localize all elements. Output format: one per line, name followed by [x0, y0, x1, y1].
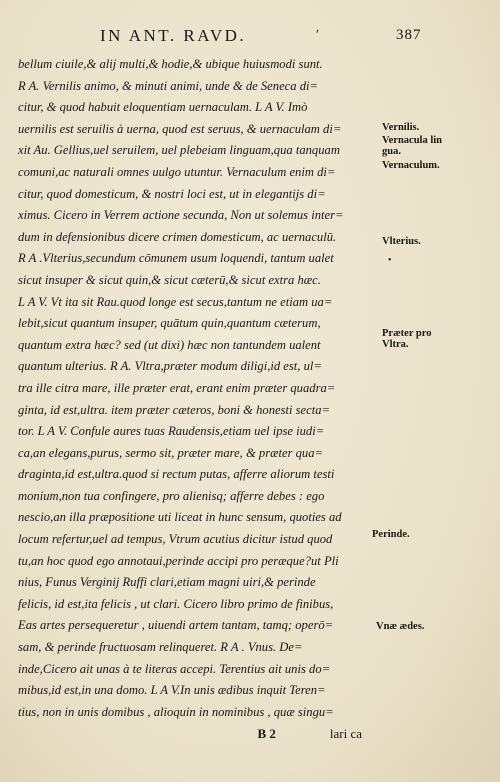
text-line: citur, & quod habuit eloquentiam uernaculam. L A V. Imò [18, 100, 308, 115]
text-line: inde,Cicero ait unas à te literas accepi. Terentius ait unis do= [18, 661, 331, 676]
text-line: sicut insuper & sicut quin,& sicut cæterū,& sicut extra hæc. [18, 272, 321, 287]
margin-note: Vernilis. [382, 122, 420, 133]
text-line: R A. Vernilis animo, & minuti animi, unde & de Seneca di= [18, 78, 318, 93]
text-line: dum in defensionibus dicere crimen domesticum, ac uernaculū. [18, 229, 337, 244]
text-line: R A .Vlterius,secundum cōmunem usum loquendi, tantum ualet [18, 251, 334, 266]
margin-note: Vnæ ædes. [376, 621, 425, 632]
text-line: nescio,an illa præpositione uti liceat in hunc sensum, quoties ad [18, 510, 342, 525]
text-line: quantum ulterius. R A. Vltra,præter modum diligi,id est, ul= [18, 359, 322, 374]
margin-dot: • [388, 255, 392, 266]
text-line: draginta,id est,ultra.quod si rectum putas, afferre aliorum testi [18, 467, 335, 482]
text-line: xit Au. Gellius,uel seruilem, uel plebeiam linguam,qua tanquam [18, 143, 340, 158]
margin-note: Vernaculum. [382, 160, 440, 171]
text-line: citur, quod domesticum, & nostri loci est, ut in elegantijs di= [18, 186, 326, 201]
catchline [18, 723, 380, 745]
text-line: mibus,id est,in una domo. L A V.In unis ædibus inquit Teren= [18, 683, 326, 698]
text-line: tra ille citra mare, ille præter erat, erant enim præter quadra= [18, 380, 336, 395]
text-line: L A V. Vt ita sit Rau.quod longe est secus,tantum ne etiam ua= [18, 294, 333, 309]
text-line: nius, Funus Verginij Ruffi clari,etiam magni uiri,& perinde [18, 575, 316, 590]
text-line: quantum extra hæc? sed (ut dixi) hæc non tantundem ualent [18, 337, 321, 352]
margin-note: Præter pro Vltra. [382, 328, 432, 350]
text-line: uernilis est seruilis à uerna, quod est seruus, & uernaculam di= [18, 121, 342, 136]
text-line: Eas artes persequeretur , uiuendi artem tantam, tamq; operō= [18, 618, 334, 633]
text-line: felicis, id est,ita felicis , ut clari. Cicero libro primo de finibus, [18, 596, 334, 611]
text-line: lebit,sicut quantum insuper, quātum quin,quantum cæterum, [18, 316, 321, 331]
catchword: lari ca [329, 726, 362, 742]
running-title: IN ANT. RAVD. [100, 26, 247, 45]
text-line: ginta, id est,ultra. item præter cæteros, boni & honesti secta= [18, 402, 331, 417]
margin-note: Perinde. [372, 529, 410, 540]
text-line: locum refertur,uel ad tempus, Vtrum acutius dicitur istud quod [18, 532, 333, 547]
page-number: 387 [396, 27, 422, 43]
signature-mark: B 2 [257, 726, 276, 742]
text-line: ca,an elegans,purus, sermo sit, præter mare, & præter qua= [18, 445, 324, 460]
text-line: ximus. Cicero in Verrem actione secunda, Non ut solemus inter= [18, 208, 344, 223]
text-line: tu,an hoc quod ego annotaui,perinde accipi pro peræque?ut Pli [18, 553, 339, 568]
text-line: sam, & perinde fructuosam relinqueret. R A . Vnus. De= [18, 640, 303, 655]
text-line: tius, non in unis domibus , alioquin in nominibus , quæ singu= [18, 704, 334, 719]
margin-note: Vlterius. [382, 236, 421, 247]
text-line: tor. L A V. Confule aures tuas Raudensis,etiam uel ipse iudi= [18, 424, 325, 439]
text-line: bellum ciuile,& alij multi,& hodie,& ubique huiusmodi sunt. [18, 57, 323, 71]
margin-note: Vernacula lin gua. [382, 135, 442, 157]
main-text-block [18, 54, 380, 745]
text-line: comuni,ac naturali omnes uulgo utuntur. Vernaculum enim di= [18, 164, 336, 179]
text-line: monium,non tua confingere, pro alienisq; afferre debes : ego [18, 488, 325, 503]
header-mark: ʹ [316, 28, 320, 43]
